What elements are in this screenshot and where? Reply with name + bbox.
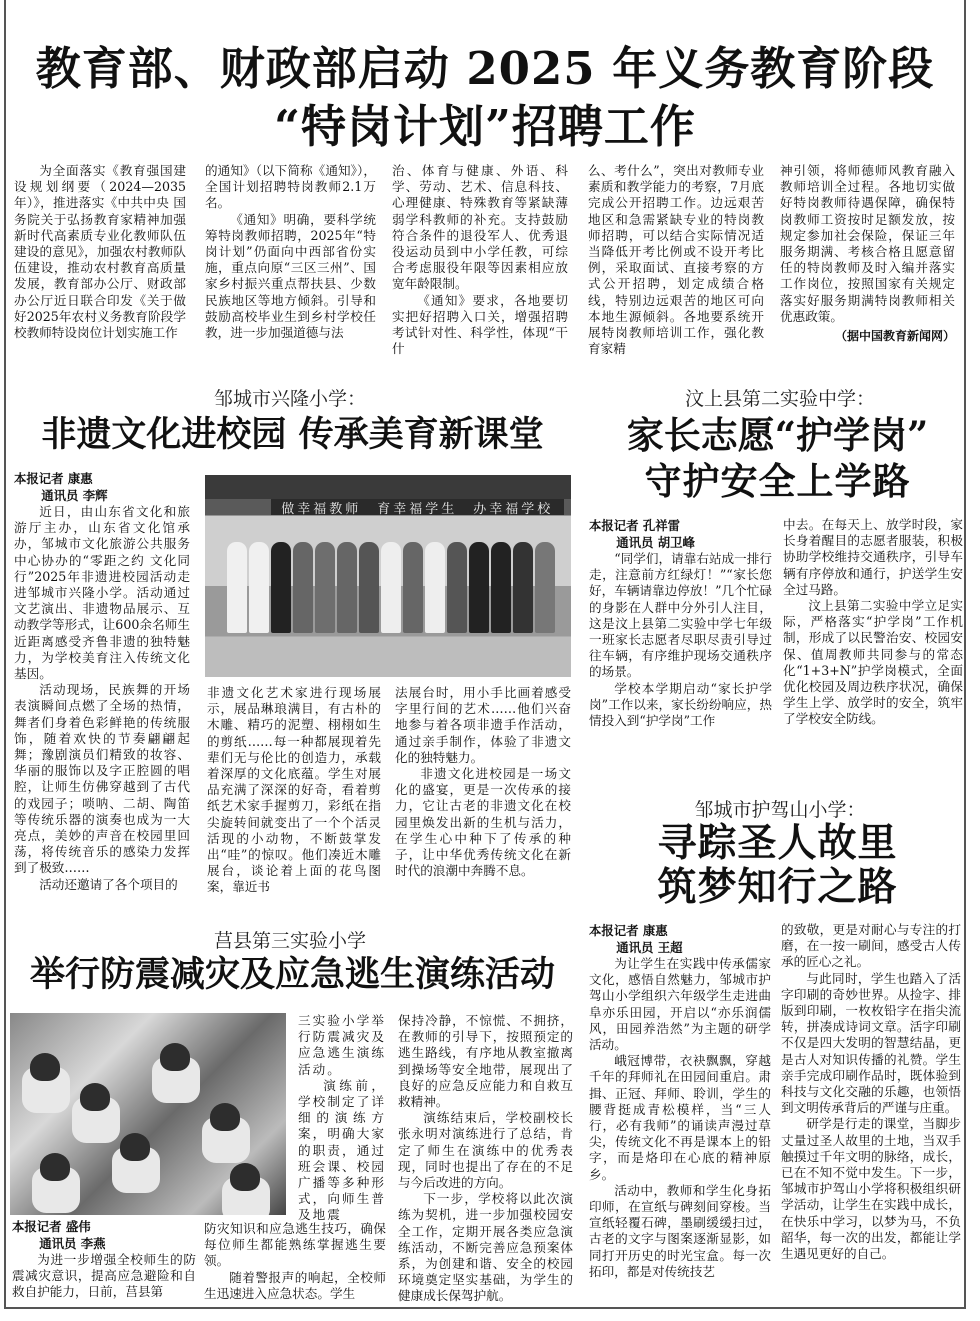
paragraph: 活动还邀请了各个项目的	[39, 876, 178, 892]
xinglong-column-3	[395, 685, 571, 879]
juxian-byline	[12, 1218, 196, 1252]
paragraph: 为让学生在实践中传承儒家文化，感悟自然魅力，邹城市护驾山小学组织六年级学生走进曲阜亦乐田园，开启以“亦乐润儒风，田园养浩然”为主题的研学活动。	[589, 956, 771, 1053]
hujiashan-column-1	[589, 956, 771, 1280]
paragraph: 《通知》要求，各地要切实把好招聘入口关，增强招聘考试针对性、科学性，体现“干什	[392, 292, 568, 357]
main-article-column-3	[392, 163, 568, 357]
main-article-column-2	[205, 163, 376, 341]
student-head	[230, 1163, 260, 1191]
hujiashan-byline	[589, 922, 771, 956]
juxian-photo	[10, 1013, 286, 1215]
hujiashan-subtitle: 邹城市护驾山小学：	[694, 799, 866, 821]
paragraph: 与此同时，学生也踏入了活字印刷的奇妙世界。从捡字、排版到印刷，一枚枚铅字在指尖流转，拼凑成诗词文章。活字印刷不仅是四大发明的智慧结晶，更是古人对知识传播的礼赞。学生亲手完成印刷作品时，既体验到科技与文化交融的乐趣，也领悟到文明传承背后的严谨与庄重。	[781, 970, 961, 1116]
xinglong-byline	[14, 470, 190, 504]
performer-figure	[403, 542, 423, 633]
paragraph: 非遗文化艺术家进行现场展示，展品琳琅满目，有古朴的木雕、精巧的泥塑、栩栩如生的剪纸……每一种都展现着先辈们无与伦比的创造力，承载着深厚的文化底蕴。学生对展品充满了深深的好奇，看着剪纸艺术家手握剪刀，彩纸在指尖旋转间就变出了一个个活灵活现的小动物，不断鼓掌发出“哇”的惊叹。他们凑近木雕展台，谈论着上面的花鸟图案，靠近书	[207, 685, 381, 895]
student-head	[40, 1153, 70, 1181]
reporter: 本报记者 孔祥雷	[589, 518, 681, 533]
performer-figure	[513, 542, 533, 633]
student-head	[80, 1083, 110, 1111]
paragraph: 治、体育与健康、外语、科学、劳动、艺术、信息科技、心理健康、特殊教育等紧缺薄弱学科教师的补充。支持鼓励符合条件的退役军人、优秀退役运动员到中小学任教，可综合考虑服役年限等因素相应放宽年龄限制。	[392, 163, 568, 292]
paragraph: 中去。在每天上、放学时段，家长身着醒目的志愿者服装，积极协助学校维持交通秩序，引导车辆有序停放和通行，护送学生安全过马路。	[783, 517, 963, 597]
reporter: 本报记者 康惠	[14, 471, 93, 486]
paragraph: 的致敬，更是对耐心与专注的打磨，在一按一刷间，感受古人传承的匠心之礼。	[781, 922, 961, 970]
wenshang-headline-line2: 守护安全上学路	[644, 459, 911, 503]
paragraph: 峨冠博带，衣袂飘飘，穿越千年的拜师礼在田园间重启。肃揖、正冠、拜师、聆训，学生的腰背挺成青松模样，当“三人行，必有我师”的诵读声漫过草尖，传统文化不再是课本上的铅字，而是烙印在心底的精神原乡。	[589, 1053, 771, 1182]
student-head	[120, 1133, 150, 1161]
paragraph: 随着警报声的响起，全校师生迅速进入应急状态。学生	[204, 1269, 386, 1301]
main-article-column-5-wrap	[780, 163, 955, 344]
wenshang-byline	[589, 517, 772, 551]
student-head	[210, 1103, 240, 1131]
performer-figure	[271, 542, 291, 633]
paragraph: 《通知》明确，要科学统筹特岗教师招聘，2025年“特岗计划”仍面向中西部省份实施，重点向原“三区三州”、国家乡村振兴重点帮扶县、少数民族地区等地方倾斜。引导和鼓励高校毕业生到乡村学校任教，进一步加强道德与法	[205, 211, 376, 341]
paragraph: 演练前，学校制定了详细的演练方案，明确大家的职责，通过班会课、校园广播等多种形式，向师生普及地震	[298, 1077, 386, 1223]
performer-figure	[337, 542, 357, 633]
juxian-column-3	[398, 1013, 573, 1305]
wenshang-column-1	[589, 551, 772, 729]
main-article-column-5	[780, 163, 955, 325]
paragraph: 神引领，将师德师风教育融入教师培训全过程。各地切实做好特岗教师待遇保障，确保特岗教师工资按时足额发放，按规定参加社会保险，保证三年服务期满、考核合格且愿意留任的特岗教师及时入编并落实工作岗位，按照国家有关规定落实好服务期满特岗教师相关优惠政策。	[780, 163, 955, 324]
xinglong-column-2	[207, 685, 381, 896]
xinglong-subtitle: 邹城市兴隆小学：	[213, 388, 366, 410]
hujiashan-column-1-wrap	[589, 922, 771, 1280]
performer-figure	[381, 542, 401, 633]
main-article-column-4	[588, 163, 764, 357]
performer-figure	[491, 542, 511, 633]
student-head	[30, 1053, 60, 1081]
paragraph: 活动中，教师和学生化身拓印师，在宣纸与碑刻间穿梭。当宣纸轻覆石碑，墨刷缓缓扫过，古老的文字与图案逐渐显影，如同打开历史的时光宝盒。每一次拓印，都是对传统技艺	[589, 1182, 771, 1279]
paragraph: 保持冷静，不惊慌、不拥挤，在教师的引导下，按照预定的逃生路线，有序地从教室撤离到操场等安全地带，展现出了良好的应急反应能力和自救互救精神。	[398, 1013, 573, 1110]
article-source: （据中国教育新闻网）	[834, 329, 955, 344]
paragraph: 防灾知识和应急逃生技巧，确保每位师生都能熟练掌握逃生要领。	[204, 1221, 386, 1269]
wenshang-subtitle: 汶上县第二实验中学：	[684, 388, 875, 410]
juxian-column-2	[204, 1221, 386, 1302]
juxian-subtitle: 莒县第三实验小学	[213, 930, 366, 952]
juxian-headline: 举行防震减灾及应急逃生演练活动	[29, 954, 555, 995]
paragraph: 为进一步增强全校师生的防震减灾意识，提高应急避险和自救自护能力，日前，莒县第	[12, 1252, 196, 1300]
paragraph: 法展台时，用小手比画着感受字里行间的艺术……他们兴奋地参与着各项非遗手作活动，通过亲手制作，体验了非遗文化的独特魅力。	[395, 685, 571, 765]
main-headline-line2: “特岗计划”招聘工作	[274, 100, 696, 153]
paragraph: 近日，由山东省文化和旅游厅主办，山东省文化馆承办，邹城市文化旅游公共服务中心协办的“零距之约 文化同行”2025年非遗进校园活动走进邹城市兴隆小学。活动通过文艺演出、非遗物品展示、互动教学等形式，让600余名师生近距离感受齐鲁非遗的独特魅力，为学校美育注入传统文化基因。	[14, 504, 190, 682]
xinglong-column-1-wrap	[14, 470, 190, 893]
paragraph: 活动现场，民族舞的开场表演瞬间点燃了全场的热情，舞者们身着色彩鲜艳的传统服饰，随着欢快的节奏翩翩起舞；豫剧演员们精致的妆容、华丽的服饰以及字正腔圆的唱腔，让师生仿佛穿越到了古代的戏园子；唢呐、二胡、陶笛等传统乐器的演奏也成为一大亮点，美妙的声音在校园里回荡，将传统音乐的感染力发挥到了极致……	[14, 682, 190, 876]
performer-figure	[293, 542, 313, 633]
performer-figure	[315, 542, 335, 633]
paragraph: 么、考什么”，突出对教师专业素质和教学能力的考察，7月底完成公开招聘工作。边远艰苦地区和急需紧缺专业的特岗教师招聘，可以结合实际情况适当降低开考比例或不设开考比例，采取面试、直接考察的方式公开招聘，划定成绩合格线，特别边远艰苦的地区可向本地生源倾斜。各地要系统开展特岗教师培训工作，强化教育家精	[588, 163, 764, 357]
performer-figure	[359, 542, 379, 633]
correspondent: 通讯员 胡卫峰	[616, 535, 695, 550]
hujiashan-column-2	[781, 922, 961, 1262]
paragraph: 演练结束后，学校副校长张永明对演练进行了总结，肯定了师生在演练中的优秀表现，同时也提出了存在的不足与今后改进的方向。	[398, 1110, 573, 1191]
performer-figure	[425, 542, 445, 633]
performer-figure	[249, 542, 269, 633]
paragraph: 研学是行走的课堂，当脚步丈量过圣人故里的土地，当双手触摸过千年文明的脉络，成长，已在不知不觉中发生。下一步，邹城市护驾山小学将积极组织研学活动，让学生在实践中成长，在快乐中学习，以梦为马，不负韶华，每一次的出发，都能让学生遇见更好的自己。	[781, 1116, 961, 1262]
photo-banner: 做幸福教师 育幸福学生 办幸福学校	[271, 499, 564, 515]
paragraph: 的通知》（以下简称《通知》），全国计划招聘特岗教师2.1万名。	[205, 163, 376, 211]
correspondent: 通讯员 李辉	[41, 488, 108, 503]
hujiashan-headline-line2: 筑梦知行之路	[657, 864, 898, 910]
performer-figure	[447, 542, 467, 633]
xinglong-headline: 非遗文化进校园 传承美育新课堂	[41, 414, 544, 455]
xinglong-photo	[205, 475, 571, 677]
wenshang-column-1-wrap	[589, 517, 772, 729]
wenshang-column-2	[783, 517, 963, 728]
paragraph: “同学们，请靠右站成一排行走，注意前方红绿灯！”“家长您好，车辆请靠边停放！”几个忙碌的身影在人群中分外引人注目，这是汶上县第二实验中学七年级一班家长志愿者尽职尽责引导过往车辆，有序维护现场交通秩序的场景。	[589, 551, 772, 680]
paragraph: 汶上县第二实验中学立足实际，严格落实“护学岗”工作机制，形成了以民警治安、校园安保、值周教师共同参与的常态化“1+3+N”护学岗模式，全面优化校园及周边秩序状况，确保学生上学、放学时的安全，筑牢了学校安全防线。	[783, 598, 963, 727]
performer-figure	[469, 542, 489, 633]
paragraph: 学校本学期启动“家长护学岗”工作以来，家长纷纷响应，热情投入到“护学岗”工作	[589, 680, 772, 729]
correspondent: 通讯员 王超	[616, 940, 683, 955]
paragraph: 下一步，学校将以此次演练为契机，进一步加强校园安全工作，定期开展各类应急演练活动，不断完善应急预案体系，为创建和谐、安全的校园环境奠定坚实基础，为学生的健康成长保驾护航。	[398, 1191, 573, 1304]
performer-figure	[227, 542, 247, 633]
juxian-column-narrow	[298, 1013, 386, 1224]
performer-figure	[535, 542, 555, 633]
reporter: 本报记者 盛伟	[12, 1219, 91, 1234]
main-article-column-1	[14, 163, 186, 341]
student-head	[160, 1043, 190, 1071]
correspondent: 通讯员 李燕	[39, 1236, 106, 1251]
juxian-column-1-wrap	[12, 1218, 196, 1301]
xinglong-column-1	[14, 504, 190, 893]
wenshang-headline-line1: 家长志愿“护学岗”	[626, 413, 929, 457]
paragraph: 为全面落实《教育强国建设规划纲要（2024—2035年）》，推进落实《中共中央 国务院关于弘扬教育家精神加强新时代高素质专业化教师队伍建设的意见》，加强农村教师队伍建设，推动农村教育高质量发展，教育部办公厅、财政部办公厅近日联合印发《关于做好2025年农村义务教育阶段学校教师特设岗位计划实施工作	[14, 163, 186, 341]
juxian-column-1	[12, 1252, 196, 1301]
reporter: 本报记者 康惠	[589, 923, 668, 938]
paragraph: 三实验小学举行防震减灾及应急逃生演练活动。	[298, 1013, 386, 1077]
main-headline-line1: 教育部、财政部启动 2025 年义务教育阶段	[35, 42, 935, 95]
hujiashan-headline-line1: 寻踪圣人故里	[657, 820, 898, 866]
paragraph: 非遗文化进校园是一场文化的盛宴，更是一次传承的接力，它让古老的非遗文化在校园里焕发出新的生机与活力，在学生心中种下了传承的种子，让中华优秀传统文化在新时代的浪潮中奔腾不息。	[395, 766, 571, 879]
